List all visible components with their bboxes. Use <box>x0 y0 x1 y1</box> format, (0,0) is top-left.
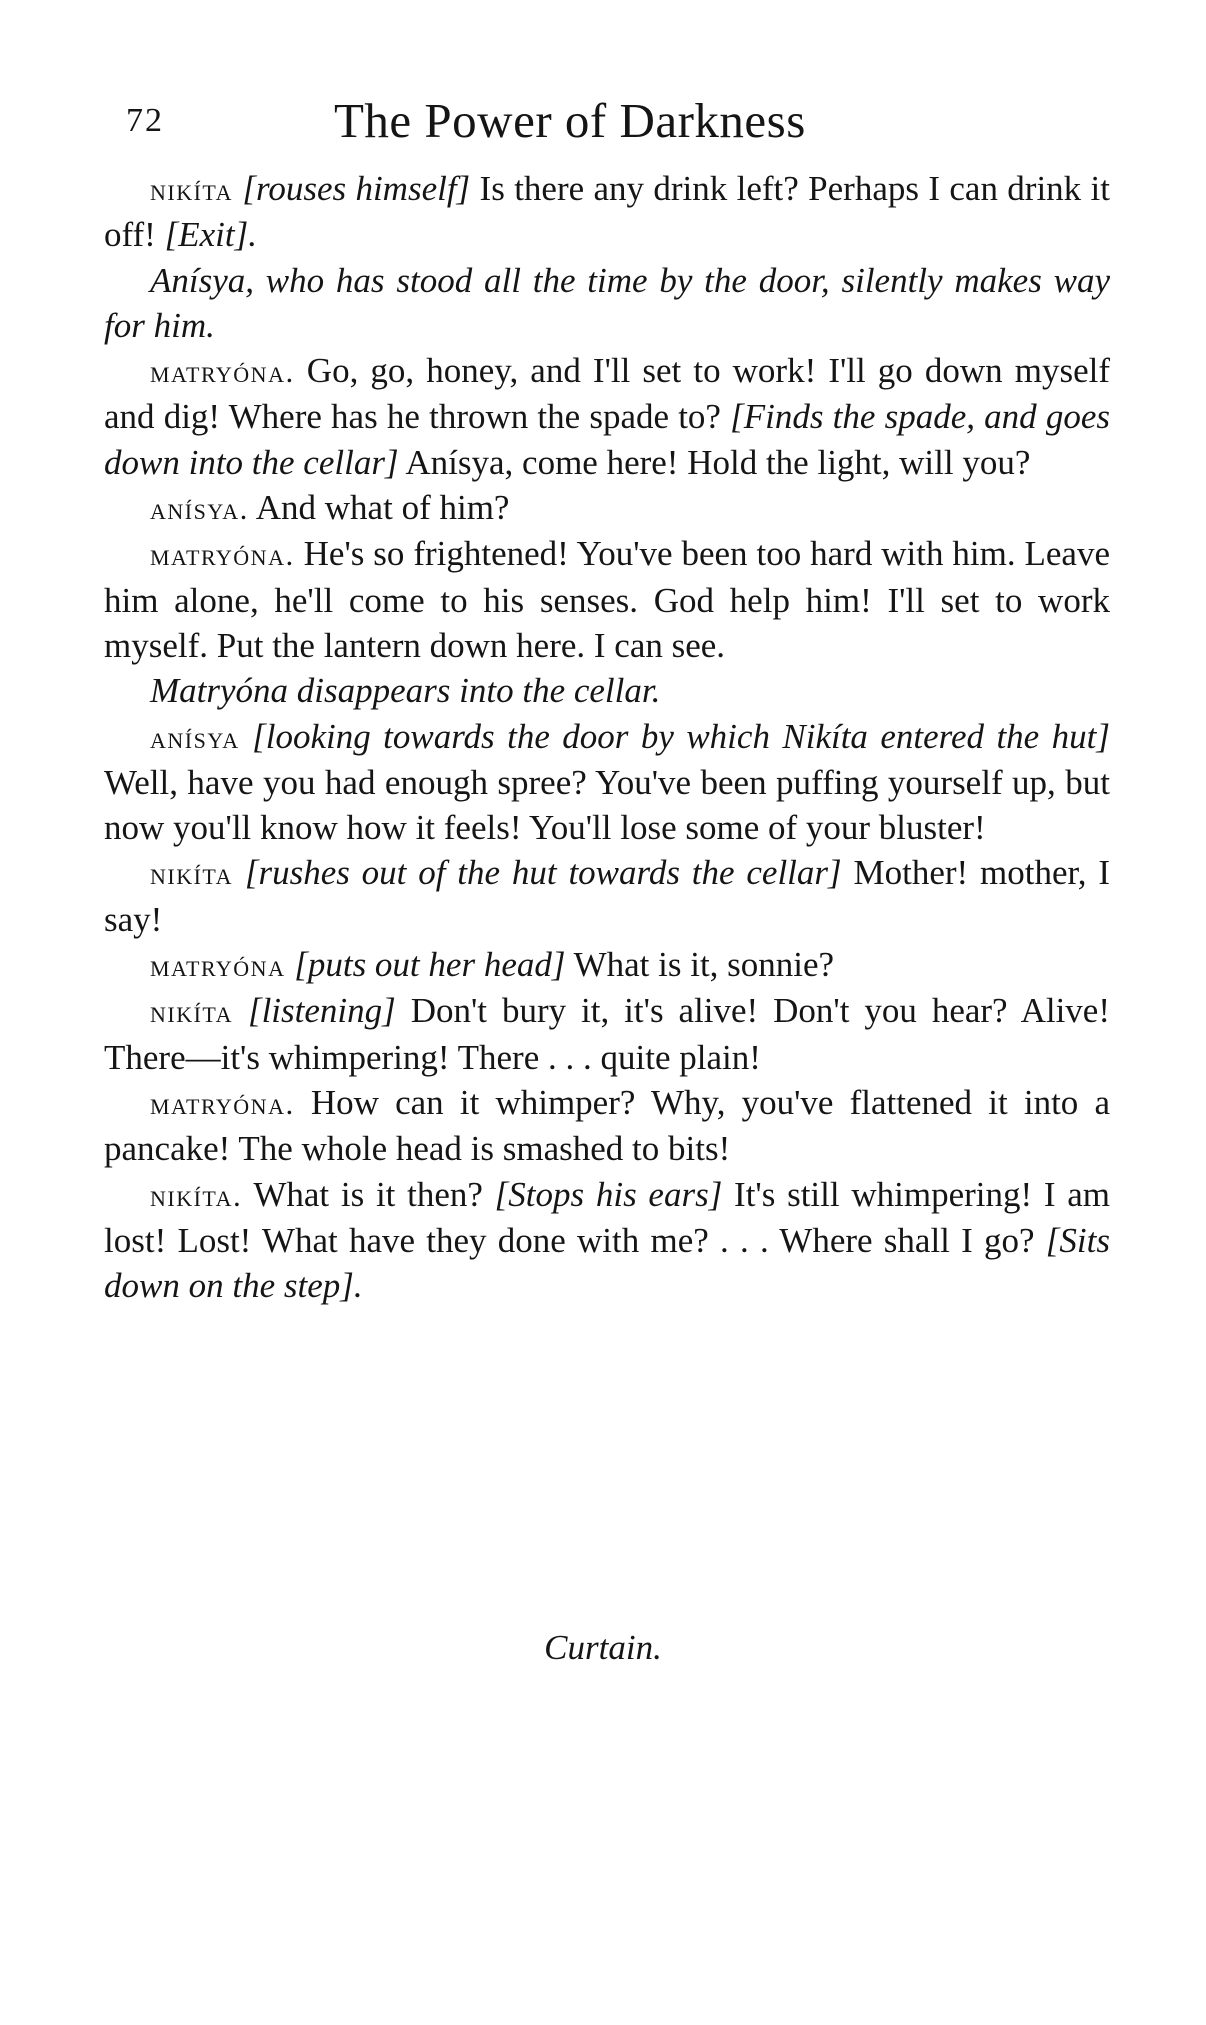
dialogue-paragraph <box>104 714 1110 851</box>
dialogue-paragraph <box>104 1080 1110 1172</box>
dialogue-paragraph <box>104 942 1110 988</box>
dialogue-text: And what of him? <box>248 488 510 528</box>
stage-direction: [Exit]. <box>164 215 257 255</box>
stage-direction: Anísya, who has stood all the time by the door, silently makes way for him. <box>104 260 1110 345</box>
stage-direction-paragraph <box>104 668 1110 713</box>
speaker-name: nikíta <box>150 172 233 207</box>
curtain-line: Curtain. <box>544 1628 662 1667</box>
stage-direction: Matryóna disappears into the cellar. <box>150 671 661 711</box>
speaker-name: matryóna. <box>150 1085 295 1121</box>
speaker-name: matryóna <box>150 948 286 984</box>
dialogue-text: Anísya, come here! Hold the light, will you? <box>398 442 1031 482</box>
running-title: The Power of Darkness <box>334 93 806 148</box>
page-number: 72 <box>126 102 164 139</box>
speaker-name: nikíta <box>150 856 233 892</box>
stage-direction: [Sits down on the step]. <box>104 1220 1110 1306</box>
dialogue-paragraph <box>104 988 1110 1080</box>
dialogue-text: How can it whimper? Why, you've flattened it into a pancake! The whole head is smashed to bits! <box>104 1082 1110 1169</box>
play-text <box>104 166 1110 1308</box>
dialogue-text: Well, have you had enough spree? You've been puffing yourself up, but now you'll know how it feels! You'll lose some of your bluster! <box>104 762 1110 848</box>
dialogue-text: It's still whimpering! I am lost! Lost! What have they done with me? . . . Where shall I go? <box>104 1174 1111 1260</box>
dialogue-text: What is it then? <box>242 1174 495 1214</box>
speaker-name: matryóna. <box>150 354 295 390</box>
dialogue-paragraph <box>104 850 1110 942</box>
stage-direction: [looking towards the door by which Nikíta entered the hut] <box>239 716 1110 756</box>
dialogue-text: Don't bury it, it's alive! Don't you hear? Alive! There—it's whimpering! There . . . quite plain! <box>104 991 1110 1077</box>
dialogue-paragraph <box>104 166 1110 258</box>
page-header <box>120 92 1110 162</box>
speaker-name: anísya <box>150 719 240 755</box>
dialogue-paragraph <box>104 485 1110 531</box>
speaker-name: matryóna. <box>150 537 295 573</box>
speaker-name: anísya. <box>150 491 249 527</box>
dialogue-text: He's so frightened! You've been too hard with him. Leave him alone, he'll come to his senses. God help him! I'll set to work myself. Put the lantern down here. I can see. <box>104 534 1110 665</box>
stage-direction: [rushes out of the hut towards the cellar] <box>233 853 842 893</box>
dialogue-text: Go, go, honey, and I'll set to work! I'll go down myself and dig! Where has he thrown the spade to? <box>104 351 1110 437</box>
stage-direction-paragraph <box>104 258 1110 349</box>
dialogue-text: Is there any drink left? Perhaps I can drink it off! <box>104 169 1110 255</box>
stage-direction: [Finds the spade, and goes down into the cellar] <box>104 397 1110 482</box>
stage-direction: [puts out her head] <box>285 945 566 985</box>
dialogue-paragraph <box>104 1172 1110 1309</box>
dialogue-text: Mother! mother, I say! <box>104 853 1110 939</box>
stage-direction: [listening] <box>233 991 396 1031</box>
dialogue-text: What is it, sonnie? <box>565 945 835 985</box>
stage-direction: [rouses himself] <box>242 169 471 208</box>
stage-direction: [Stops his ears] <box>494 1174 723 1214</box>
dialogue-paragraph <box>104 348 1110 485</box>
speaker-name: nikíta <box>150 994 233 1030</box>
dialogue-paragraph <box>104 531 1110 668</box>
speaker-name: nikíta. <box>150 1177 243 1213</box>
